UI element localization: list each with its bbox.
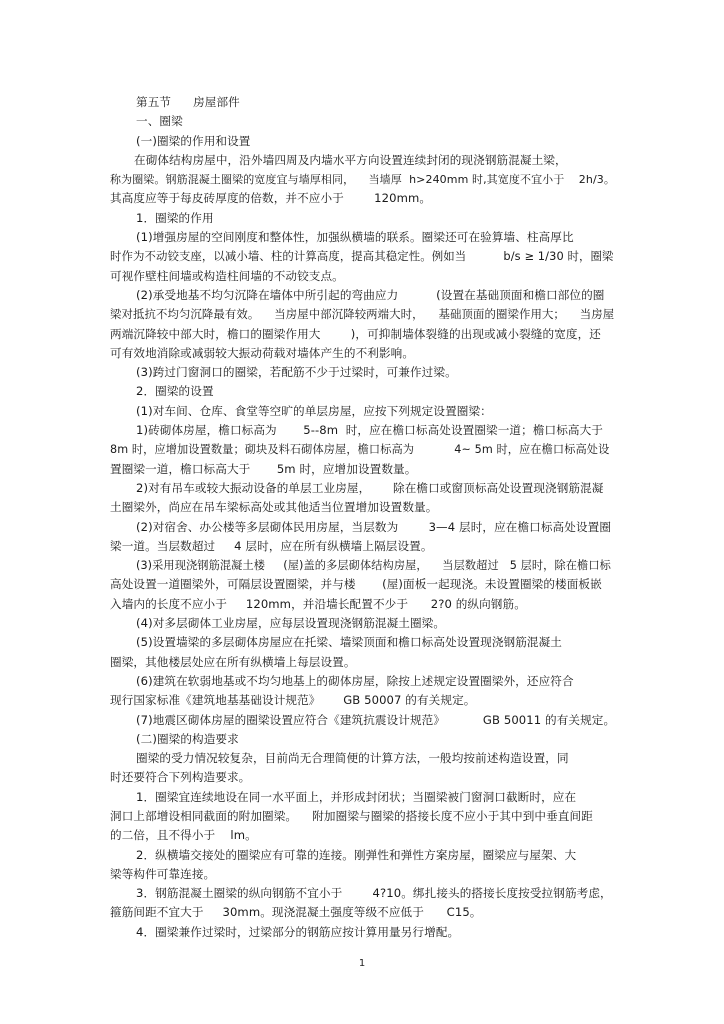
paragraph-line: (3)采用现浇钢筋混凝土楼 (屋)盖的多层砌体结构房屋， 当层数超过 5 层时，除在檐口标 (136, 559, 611, 573)
paragraph-line: 可有效地消除或减弱较大振动荷载对墙体产生的不利影响。 (110, 345, 415, 360)
document-body (110, 93, 616, 942)
paragraph-line: 梁对抵抗不均匀沉降最有效。 当房屋中部沉降较两端大时， 基础顶面的圈梁作用大； 当房屋 (110, 307, 615, 322)
paragraph-line: 梁一道。当层数超过 4 层时，应在所有纵横墙上隔层设置。 (110, 538, 433, 553)
paragraph-line: (1)对车间、仓库、食堂等空旷的单层房屋，应按下列规定设置圈梁： (136, 403, 492, 418)
paragraph-line: 1．圈梁宜连续地设在同一水平面上，并形成封闭状；当圈梁被门窗洞口截断时，应在 (136, 789, 577, 804)
paragraph-line: (5)设置墙梁的多层砌体房屋应在托梁、墙梁顶面和檐口标高处设置现浇钢筋混凝土 (136, 635, 563, 650)
paragraph-line: (2)对宿舍、办公楼等多层砌体民用房屋，当层数为 3—4 层时，应在檐口标高处设置圈 (136, 519, 612, 534)
paragraph-line: 4．圈梁兼作过梁时，过梁部分的钢筋应按计算用量另行增配。 (136, 924, 460, 939)
paragraph-line: 圈梁的受力情况较复杂，目前尚无合理简便的计算方法，一般均按前述构造设置，同 (136, 751, 569, 766)
section-title: 房屋部件 (193, 95, 240, 109)
paragraph-line: 可视作壁柱间墙或构造柱间墙的不动铰支点。 (110, 268, 344, 283)
paragraph-line: 1)砖砌体房屋，檐口标高为 5--8m 时，应在檐口标高处设置圈梁一道；檐口标高大于 (136, 423, 603, 438)
heading-level-3: 2．圈梁的设置 (136, 384, 214, 399)
heading-level-3: 1．圈梁的作用 (136, 210, 214, 225)
section-heading (110, 93, 616, 112)
paragraph-line: 梁等构件可靠连接。 (110, 866, 216, 881)
paragraph-line: (4)对多层砌体工业房屋，应每层设置现浇钢筋混凝土圈梁。 (136, 616, 446, 631)
paragraph-line: 3．钢筋混凝土圈梁的纵向钢筋不宜小于 4?10。绑扎接头的搭接长度按受拉钢筋考虑， (136, 886, 612, 901)
paragraph-line: (1)增强房屋的空间刚度和整体性，加强纵横墙的联系。圈梁还可在验算墙、柱高厚比 (136, 230, 574, 245)
paragraph-line: 的二倍，且不得小于 lm。 (110, 828, 257, 843)
paragraph-line: 称为圈梁。钢筋混凝土圈梁的宽度宜与墙厚相同， 当墙厚 h>240mm 时,其宽度不宜小于 2h/3。 (110, 173, 615, 187)
paragraph-line: 入墙内的长度不应小于 120mm，并沿墙长配置不少于 2?0 的纵向钢筋。 (110, 596, 526, 611)
paragraph-line: 其高度应等于每皮砖厚度的倍数，并不应小于 120mm。 (110, 191, 432, 206)
paragraph-line: 2．纵横墙交接处的圈梁应有可靠的连接。刚弹性和弹性方案房屋，圈梁应与屋架、大 (136, 847, 577, 862)
paragraph-line: 2)对有吊车或较大振动设备的单层工业房屋， 除在檐口或窗顶标高处设置现浇钢筋混凝 (136, 480, 604, 495)
paragraph-line: (7)地震区砌体房屋的圈梁设置应符合《建筑抗震设计规范》 GB 50011 的有关规定。 (136, 712, 616, 727)
paragraph-line: (6)建筑在软弱地基或不均匀地基上的砌体房屋，除按上述规定设置圈梁外，还应符合 (136, 673, 574, 688)
paragraph-line: 现行国家标准《建筑地基基础设计规范》 GB 50007 的有关规定。 (110, 693, 476, 708)
paragraph-line: 8m 时，应增加设置数量；砌块及料石砌体房屋，檐口标高为 4~ 5m 时，应在檐口标高处设 (110, 443, 610, 457)
paragraph-line: (3)跨过门窗洞口的圈梁，若配筋不少于过梁时，可兼作过梁。 (136, 365, 457, 380)
page-number: 1 (358, 958, 366, 969)
paragraph-line: 时作为不动铰支座，以减小墙、柱的计算高度，提高其稳定性。例如当 b/s ≥ 1/30 时，圈梁 (110, 249, 614, 264)
heading-level-2: (一)圈梁的作用和设置 (136, 133, 251, 148)
paragraph-line: 时还要符合下列构造要求。 (110, 770, 251, 785)
paragraph-line: 在砌体结构房屋中，沿外墙四周及内墙水平方向设置连续封闭的现浇钢筋混凝土梁， (134, 152, 567, 167)
section-number: 第五节 (136, 95, 172, 109)
paragraph-line: (2)承受地基不均匀沉降在墙体中所引起的弯曲应力 (设置在基础顶面和檐口部位的圈 (136, 287, 605, 302)
paragraph-line: 两端沉降较中部大时，檐口的圈梁作用大 )，可抑制墙体裂缝的出现或减小裂缝的宽度，还 (110, 326, 601, 341)
paragraph-line: 箍筋间距不宜大于 30mm。现浇混凝土强度等级不应低于 C15。 (110, 905, 482, 920)
heading-level-2: (二)圈梁的构造要求 (136, 731, 239, 746)
paragraph-line: 圈梁，其他楼层处应在所有纵横墙上每层设置。 (110, 654, 356, 669)
paragraph-line: 置圈梁一道，檐口标高大于 5m 时，应增加设置数量。 (110, 461, 417, 476)
paragraph-line: 洞口上部增设相同截面的附加圈梁。 附加圈梁与圈梁的搭接长度不应小于其中到中垂直间距 (110, 808, 593, 823)
paragraph-line: 土圈梁外，尚应在吊车梁标高处或其他适当位置增加设置数量。 (110, 500, 438, 515)
heading-level-1: 一、圈梁 (136, 114, 183, 129)
paragraph-line: 高处设置一道圈梁外，可隔层设置圈梁，并与楼 (屋)面板一起现浇。未设置圈梁的楼面板嵌 (110, 577, 602, 592)
